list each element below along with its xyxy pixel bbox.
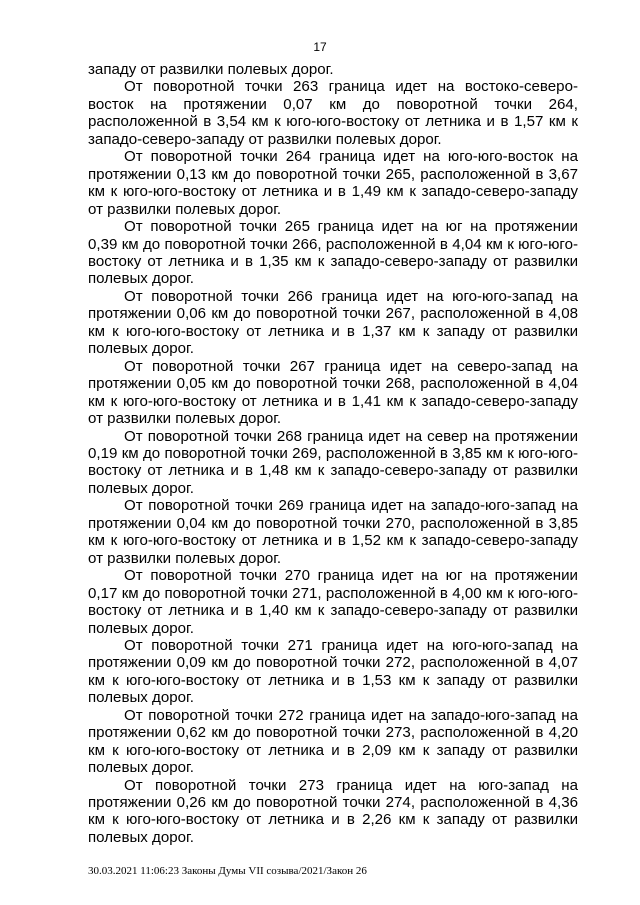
paragraph-269: От поворотной точки 269 граница идет на западо-юго-запад на протяжении 0,04 км до поворотной точки 270, расположенной в 3,85 км к юго-юго-востоку от летника и в 1,52 км к западо-северо-западу от развилки полевых дорог. <box>88 497 578 567</box>
continuation-paragraph: западу от развилки полевых дорог. <box>88 61 334 78</box>
paragraph-266: От поворотной точки 266 граница идет на юго-юго-запад на протяжении 0,06 км до поворотной точки 267, расположенной в 4,08 км к юго-юго-востоку от летника и в 1,37 км к западу от развилки полевых дорог. <box>88 287 578 358</box>
page-number: 17 <box>313 40 327 54</box>
paragraph-264: От поворотной точки 264 граница идет на юго-юго-восток на протяжении 0,13 км до поворотной точки 265, расположенной в 3,67 км к юго-юго-востоку от летника и в 1,49 км к западо-северо-западу от развилки полевых дорог. <box>88 148 578 218</box>
paragraph-273: От поворотной точки 273 граница идет на юго-запад на протяжении 0,26 км до поворотной точки 274, расположенной в 4,36 км к юго-юго-востоку от летника и в 2,26 км к западу от развилки полевых дорог. <box>88 776 578 846</box>
paragraph-271: От поворотной точки 271 граница идет на юго-юго-запад на протяжении 0,09 км до поворотной точки 272, расположенной в 4,07 км к юго-юго-востоку от летника и в 1,53 км к западу от развилки полевых дорог. <box>88 636 578 707</box>
paragraph-265: От поворотной точки 265 граница идет на юг на протяжении 0,39 км до поворотной точки 266, расположенной в 4,04 км к юго-юго-востоку от летника и в 1,35 км к западо-северо-западу от развилки полевых дорог. <box>88 218 578 288</box>
paragraph-268: От поворотной точки 268 граница идет на север на протяжении 0,19 км до поворотной точки 269, расположенной в 3,85 км к юго-юго-востоку от летника и в 1,48 км к западо-северо-западу от развилки полевых дорог. <box>88 427 578 497</box>
paragraph-267: От поворотной точки 267 граница идет на северо-запад на протяжении 0,05 км до поворотной точки 268, расположенной в 4,04 км к юго-юго-востоку от летника и в 1,41 км к западо-северо-западу от развилки полевых дорог. <box>88 357 578 428</box>
document-footer: 30.03.2021 11:06:23 Законы Думы VII созыва/2021/Закон 26 <box>88 865 367 877</box>
paragraph-263: От поворотной точки 263 граница идет на востоко-северо-восток на протяжении 0,07 км до поворотной точки 264, расположенной в 3,54 км к юго-юго-востоку от летника и в 1,57 км к западо-северо-западу от развилки полевых дорог. <box>88 78 578 148</box>
document-body <box>88 61 578 846</box>
paragraph-270: От поворотной точки 270 граница идет на юг на протяжении 0,17 км до поворотной точки 271, расположенной в 4,00 км к юго-юго-востоку от летника и в 1,40 км к западо-северо-западу от развилки полевых дорог. <box>88 567 578 637</box>
paragraph-272: От поворотной точки 272 граница идет на западо-юго-запад на протяжении 0,62 км до поворотной точки 273, расположенной в 4,20 км к юго-юго-востоку от летника и в 2,09 км к западу от развилки полевых дорог. <box>88 706 578 777</box>
